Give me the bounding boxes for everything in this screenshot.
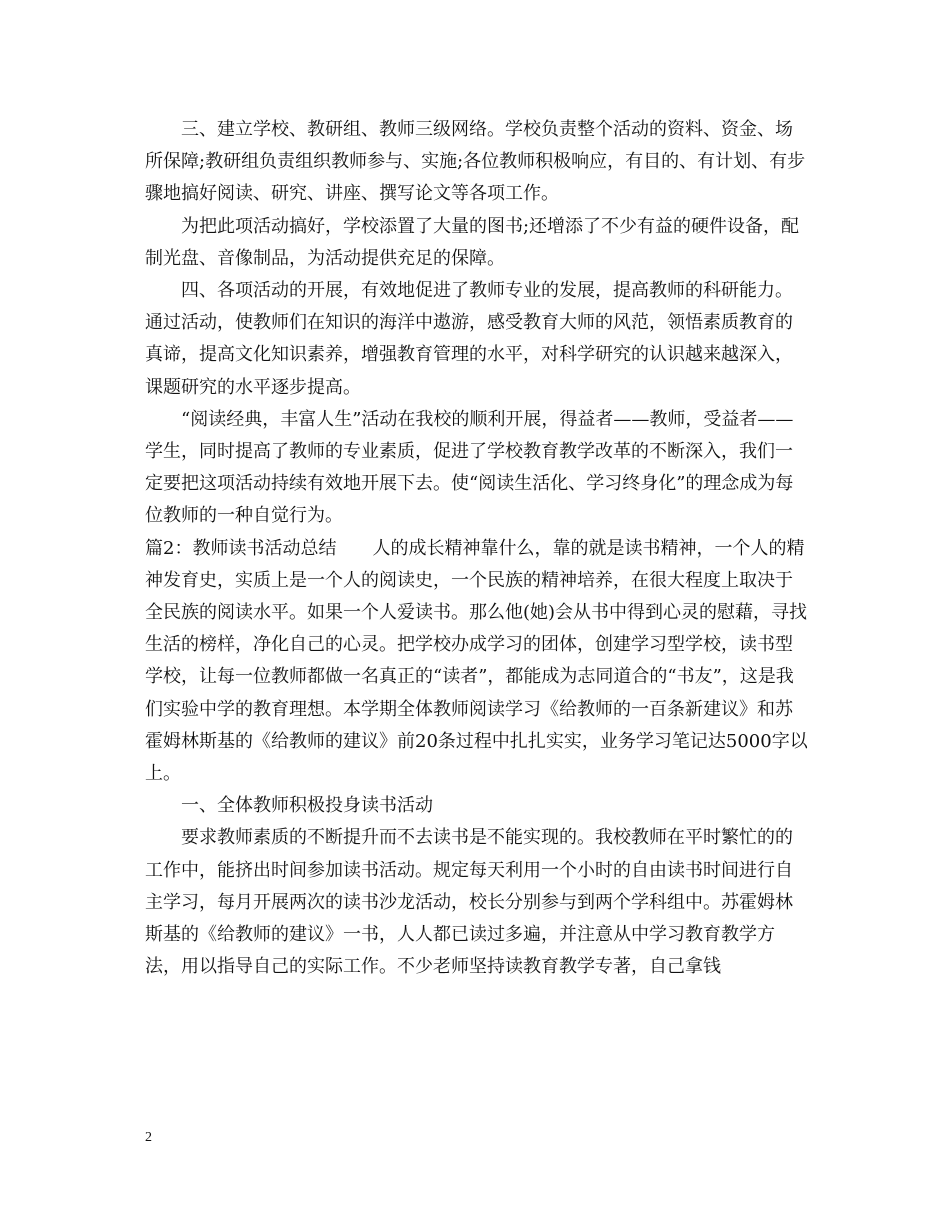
page-number: 2 (145, 1130, 152, 1145)
paragraph-teacher-requirements: 要求教师素质的不断提升而不去读书是不能实现的。我校教师在平时繁忙的的工作中，能挤出时间参加读书活动。规定每天利用一个小时的自由读书时间进行自主学习，每月开展两次的读书沙龙活动，校长分别参与到两个学科组中。苏霍姆林斯基的《给教师的建议》一书，人人都已读过多遍，并注意从中学习教育教学方法，用以指导自己的实际工作。不少老师坚持读教育教学专著，自己拿钱 (145, 827, 793, 978)
paragraph-network: 三、建立学校、教研组、教师三级网络。学校负责整个活动的资料、资金、场所保障;教研组负责组织教师参与、实施;各位教师积极响应，有目的、有计划、有步骤地搞好阅读、研究、讲座、撰写论文等各项工作。 (145, 119, 806, 205)
section-heading-teachers-reading: 一、全体教师积极投身读书活动 (181, 795, 433, 817)
paragraph-reading-classics: “阅读经典，丰富人生”活动在我校的顺利开展，得益者——教师，受益者——学生，同时提高了教师的专业素质，促进了学校教育教学改革的不断深入，我们一定要把这项活动持续有效地开展下去。使“阅读生活化、学习终身化”的理念成为每位教师的一种自觉行为。 (145, 408, 794, 527)
document-body (145, 114, 810, 983)
paragraph-section-2-intro: 篇2：教师读书活动总结 人的成长精神靠什么，靠的就是读书精神，一个人的精神发育史，实质上是一个人的阅读史，一个民族的精神培养，在很大程度上取决于全民族的阅读水平。如果一个人爱读书。那么他(她)会从书中得到心灵的慰藉，寻找生活的榜样，净化自己的心灵。把学校办成学习的团体，创建学习型学校，读书型学校，让每一位教师都做一名真正的“读者”，都能成为志同道合的“书友”，这是我们实验中学的教育理想。本学期全体教师阅读学习《给教师的一百条新建议》和苏霍姆林斯基的《给教师的建议》前20条过程中扎扎实实，业务学习笔记达5000字以上。 (145, 537, 808, 785)
paragraph-books-equipment: 为把此项活动搞好，学校添置了大量的图书;还增添了不少有益的硬件设备，配制光盘、音像制品，为活动提供充足的保障。 (145, 215, 800, 269)
paragraph-activities-progress: 四、各项活动的开展，有效地促进了教师专业的发展，提高教师的科研能力。通过活动，使教师们在知识的海洋中遨游，感受教育大师的风范，领悟素质教育的真谛，提高文化知识素养，增强教育管理的水平，对科学研究的认识越来越深入，课题研究的水平逐步提高。 (145, 280, 793, 398)
